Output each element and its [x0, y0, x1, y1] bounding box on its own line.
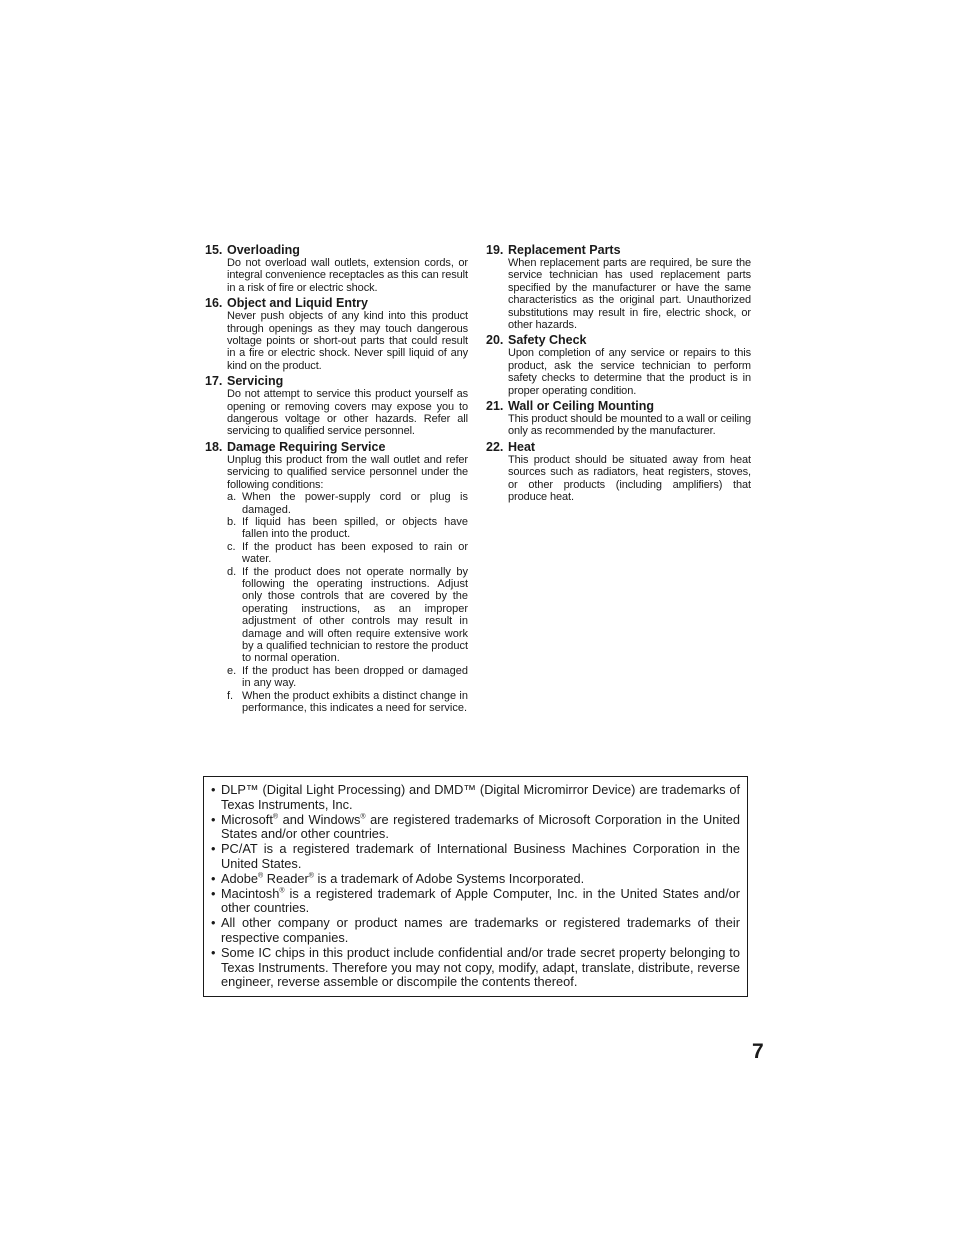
trademark-item: • Some IC chips in this product include confidential and/or trade secret property belonging to Texas Instruments. Therefore you may not copy, modify, adapt, translate, distribute, reverse engineer, reverse assemble or discompile the contents thereof.	[211, 944, 740, 990]
section-safety-check	[486, 333, 751, 397]
condition-list	[227, 491, 468, 714]
section-title: 17. Servicing	[205, 374, 284, 389]
registered-mark: ®	[258, 872, 264, 880]
section-title: 20. Safety Check	[486, 333, 587, 348]
page-number: 7	[752, 1040, 764, 1063]
section-body: Upon completion of any service or repairs to this product, ask the service technician to perform safety checks to determine that the product is in proper operating condition.	[508, 347, 751, 397]
trademark-item: • All other company or product names are trademarks or registered trademarks of their respective companies.	[211, 915, 740, 945]
section-body: When replacement parts are required, be sure the service technician has used replacement parts specified by the manufacturer or have the same characteristics as the original part. Unauthorized substitutions may result in fire, electric shock, or other hazards.	[508, 257, 751, 332]
section-title: 22. Heat	[486, 439, 536, 454]
trademark-notice-box	[203, 776, 748, 997]
bullet: •	[211, 811, 216, 827]
left-column	[205, 243, 468, 716]
section-body: Never push objects of any kind into this product through openings as they may touch dangerous voltage points or short-out parts that could result in a fire or electric shock. Never spill liquid of any kind on the product.	[227, 310, 468, 372]
section-body: Do not attempt to service this product yourself as opening or removing covers may expose you to dangerous voltage or other hazards. Refer all servicing to qualified service personnel.	[227, 388, 468, 438]
section-title: 21. Wall or Ceiling Mounting	[486, 399, 655, 414]
condition-item: d. If the product does not operate normally by following the operating instructions. Adjust only those controls that are covered by the operating instructions, as an improper adjustment of other controls may result in damage and will often require extensive work by a qualified technician to restore the product to normal operation.	[227, 565, 468, 665]
trademark-item: • Adobe® Reader® is a trademark of Adobe Systems Incorporated.	[211, 870, 585, 886]
trademark-item: • Macintosh® is a registered trademark of Apple Computer, Inc. in the United States and/or other countries.	[211, 885, 740, 916]
registered-mark: ®	[360, 813, 366, 821]
condition-item: f. When the product exhibits a distinct change in performance, this indicates a need for service.	[227, 689, 468, 714]
condition-item: c. If the product has been exposed to rain or water.	[227, 540, 468, 566]
section-body: This product should be mounted to a wall or ceiling only as recommended by the manufacturer.	[508, 413, 751, 438]
section-body: Do not overload wall outlets, extension cords, or integral convenience receptacles as this can result in a risk of fire or electric shock.	[227, 257, 468, 294]
section-title: 19. Replacement Parts	[486, 243, 621, 257]
bullet: •	[211, 870, 216, 886]
trademark-item: • PC/AT is a registered trademark of International Business Machines Corporation in the United States.	[211, 841, 740, 871]
condition-item: a. When the power-supply cord or plug is damaged.	[227, 491, 468, 516]
trademark-item: • DLP™ (Digital Light Processing) and DMD™ (Digital Micromirror Device) are trademarks of Texas Instruments, Inc.	[211, 782, 740, 812]
section-title: 18. Damage Requiring Service	[205, 439, 386, 454]
registered-mark: ®	[272, 813, 279, 821]
registered-mark: ®	[279, 887, 285, 895]
registered-mark: ®	[308, 872, 314, 880]
section-title: 16. Object and Liquid Entry	[205, 296, 368, 311]
right-column	[486, 243, 751, 506]
bullet: •	[211, 885, 216, 901]
section-overloading	[205, 243, 468, 294]
bullet: •	[211, 915, 216, 931]
section-heat	[486, 440, 751, 504]
bullet: •	[211, 782, 216, 797]
trademark-item: • Microsoft® and Windows® are registered trademarks of Microsoft Corporation in the United States and/or other countries.	[211, 811, 741, 842]
bullet: •	[211, 944, 216, 960]
condition-item: b. If liquid has been spilled, or objects have fallen into the product.	[227, 515, 468, 541]
section-servicing	[205, 374, 468, 438]
section-body: This product should be situated away from heat sources such as radiators, heat registers, stoves, or other products (including amplifiers) that produce heat.	[508, 453, 751, 504]
section-body: Unplug this product from the wall outlet and refer servicing to qualified service personnel under the following conditions:	[227, 453, 468, 491]
section-damage-requiring-service	[205, 440, 468, 715]
section-title: 15. Overloading	[205, 243, 300, 257]
condition-item: e. If the product has been dropped or damaged in any way.	[227, 664, 468, 690]
section-wall-ceiling-mounting	[486, 399, 751, 438]
section-replacement-parts	[486, 243, 751, 331]
bullet: •	[211, 841, 216, 857]
section-object-liquid-entry	[205, 296, 468, 372]
